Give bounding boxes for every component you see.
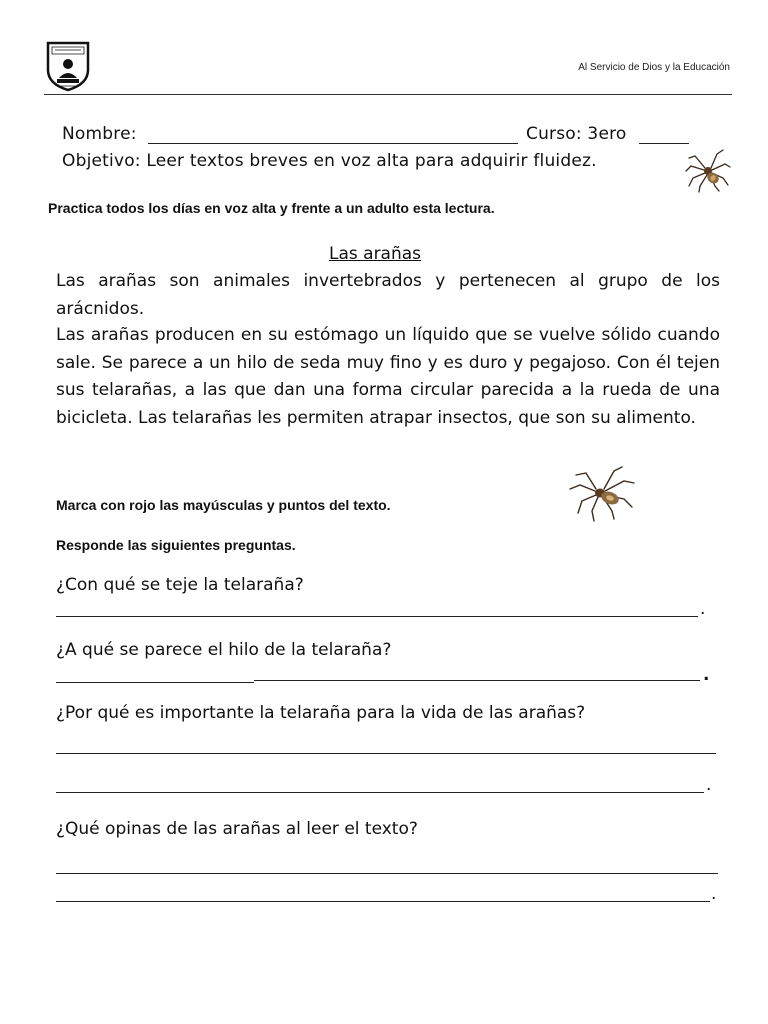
objective-text: Objetivo: Leer textos breves en voz alta para adquirir fluidez. [62, 151, 597, 171]
tagline: Al Servicio de Dios y la Educación [578, 62, 730, 73]
answer-end-mark: . [700, 599, 706, 619]
answer-line-3[interactable] [56, 753, 716, 754]
answer-line-2[interactable] [56, 682, 254, 683]
answer-end-mark: . [706, 775, 712, 795]
reading-title: Las arañas [329, 244, 422, 264]
spider-icon [568, 463, 644, 527]
name-field[interactable] [148, 143, 518, 144]
name-label: Nombre: [62, 124, 137, 144]
answer-line-1[interactable] [56, 616, 698, 617]
question-1: ¿Con qué se teje la telaraña? [56, 575, 304, 595]
course-label: Curso: 3ero [526, 124, 627, 144]
course-field[interactable] [639, 143, 689, 144]
answer-line-3-continued[interactable] [56, 792, 704, 793]
answer-line-2-continued[interactable] [254, 680, 700, 681]
question-3: ¿Por qué es importante la telaraña para la vida de las arañas? [56, 703, 586, 723]
answer-end-mark: . [703, 665, 710, 685]
reading-paragraph-1: Las arañas son animales invertebrados y pertenecen al grupo de los arácnidos. [56, 271, 720, 319]
question-4: ¿Qué opinas de las arañas al leer el texto? [56, 819, 418, 839]
answer-line-4-continued[interactable] [56, 901, 710, 902]
mark-instruction: Marca con rojo las mayúsculas y puntos del texto. [56, 497, 391, 513]
answer-end-mark: . [711, 884, 717, 904]
spider-icon [683, 144, 733, 198]
reading-paragraph-2: Las arañas producen en su estómago un líquido que se vuelve sólido cuando sale. Se parece a un hilo de seda muy fino y es duro y pegajoso. Con él tejen sus telarañas, a las que dan una forma circular parecida a la rueda de una bicicleta. Las telarañas les permiten atrapar insectos, que son su alimento. [56, 325, 720, 428]
practice-instruction: Practica todos los días en voz alta y frente a un adulto esta lectura. [48, 200, 495, 216]
respond-instruction: Responde las siguientes preguntas. [56, 537, 296, 553]
header-divider [44, 94, 732, 95]
question-2: ¿A qué se parece el hilo de la telaraña? [56, 640, 392, 660]
answer-line-4[interactable] [56, 873, 718, 874]
school-crest-icon [44, 40, 92, 92]
